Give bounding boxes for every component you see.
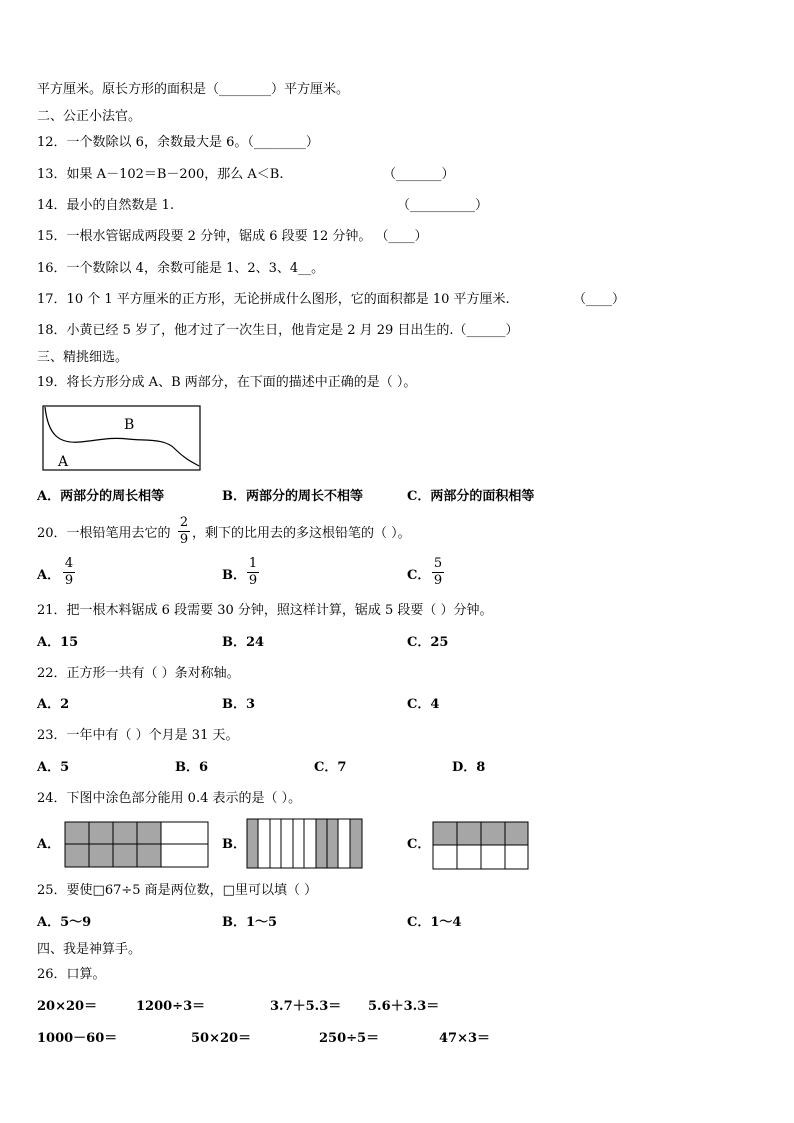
grid-figure-a <box>64 821 209 868</box>
calc-item: 20×20＝ <box>37 999 98 1014</box>
question-20-fraction: 2 9 <box>179 515 189 547</box>
question-20-option-c[interactable]: C． <box>407 568 431 583</box>
grid-figure-c <box>432 821 529 870</box>
question-16: 16．一个数除以 4，余数可能是 1、2、3、4__。 <box>37 261 325 276</box>
question-21-option-a[interactable]: A．15 <box>37 635 79 650</box>
calc-item: 5.6＋3.3＝ <box>368 999 440 1014</box>
question-19-option-b[interactable]: B．两部分的周长不相等 <box>222 489 363 504</box>
question-14: 14．最小的自然数是 1. <box>37 198 175 213</box>
calc-item: 250÷5＝ <box>319 1031 380 1046</box>
calc-item: 1000－60＝ <box>37 1031 118 1046</box>
question-22-option-b[interactable]: B．3 <box>222 697 256 712</box>
question-25-option-c[interactable]: C．1～4 <box>407 915 462 930</box>
question-14-blank: （__________） <box>397 198 489 213</box>
fraction-c: 5 9 <box>433 556 443 588</box>
calc-item: 3.7＋5.3＝ <box>270 999 342 1014</box>
question-20-option-a[interactable]: A． <box>37 568 61 583</box>
question-23-option-c[interactable]: C．7 <box>314 760 347 775</box>
question-21: 21．把一根木料锯成 6 段需要 30 分钟，照这样计算，锯成 5 段要（ ）分钟。 <box>37 603 493 618</box>
question-21-option-c[interactable]: C．25 <box>407 635 449 650</box>
question-25-option-a[interactable]: A．5～9 <box>37 915 92 930</box>
question-21-option-b[interactable]: B．24 <box>222 635 265 650</box>
region-b-label: B <box>124 417 135 433</box>
question-24-option-b[interactable]: B． <box>222 837 246 852</box>
question-22-option-c[interactable]: C．4 <box>407 697 440 712</box>
question-13: 13．如果 A－102＝B－200，那么 A＜B. <box>37 167 284 182</box>
strip-figure-b <box>246 818 363 869</box>
section-4-heading: 四、我是神算手。 <box>37 942 142 957</box>
question-19: 19．将长方形分成 A、B 两部分，在下面的描述中正确的是（ ）。 <box>37 375 417 390</box>
question-23-option-b[interactable]: B．6 <box>175 760 209 775</box>
rectangle-split-figure <box>40 404 202 472</box>
question-22-option-a[interactable]: A．2 <box>37 697 70 712</box>
question-25-option-b[interactable]: B．1～5 <box>222 915 278 930</box>
question-22: 22．正方形一共有（ ）条对称轴。 <box>37 666 240 681</box>
question-20-lead: 20．一根铅笔用去它的 <box>37 526 171 541</box>
calc-item: 47×3＝ <box>439 1031 491 1046</box>
calc-item: 1200÷3＝ <box>136 999 206 1014</box>
question-24: 24．下图中涂色部分能用 0.4 表示的是（ ）。 <box>37 791 302 806</box>
fraction-b: 1 9 <box>248 556 258 588</box>
question-23-option-d[interactable]: D．8 <box>452 760 486 775</box>
question-12: 12．一个数除以 6，余数最大是 6。（________） <box>37 135 319 150</box>
question-25: 25．要使□67÷5 商是两位数，□里可以填（ ） <box>37 883 318 898</box>
question-20-option-b[interactable]: B． <box>222 568 246 583</box>
question-24-option-c[interactable]: C． <box>407 837 431 852</box>
question-15: 15．一根水管锯成两段要 2 分钟，锯成 6 段要 12 分钟。 （____） <box>37 229 428 244</box>
question-26: 26．口算。 <box>37 967 106 982</box>
question-17-blank: （____） <box>573 292 626 307</box>
section-3-heading: 三、精挑细选。 <box>37 350 129 365</box>
question-18: 18．小黄已经 5 岁了，他才过了一次生日，他肯定是 2 月 29 日出生的.（______） <box>37 323 519 338</box>
region-a-label: A <box>58 454 69 470</box>
question-17: 17．10 个 1 平方厘米的正方形，无论拼成什么图形，它的面积都是 10 平方厘米. <box>37 292 510 307</box>
calc-item: 50×20＝ <box>191 1031 252 1046</box>
question-19-option-c[interactable]: C．两部分的面积相等 <box>407 489 535 504</box>
question-19-option-a[interactable]: A．两部分的周长相等 <box>37 489 165 504</box>
section-2-heading: 二、公正小法官。 <box>37 109 142 124</box>
question-20-rest: ，剩下的比用去的多这根铅笔的（ ）。 <box>192 526 411 541</box>
question-23-option-a[interactable]: A．5 <box>37 760 70 775</box>
question-24-option-a[interactable]: A． <box>37 837 61 852</box>
question-13-blank: （_______） <box>383 167 455 182</box>
fraction-a: 4 9 <box>64 556 74 588</box>
question-23: 23．一年中有（ ）个月是 31 天。 <box>37 728 239 743</box>
prev-question-tail: 平方厘米。原长方形的面积是（________）平方厘米。 <box>37 82 350 97</box>
